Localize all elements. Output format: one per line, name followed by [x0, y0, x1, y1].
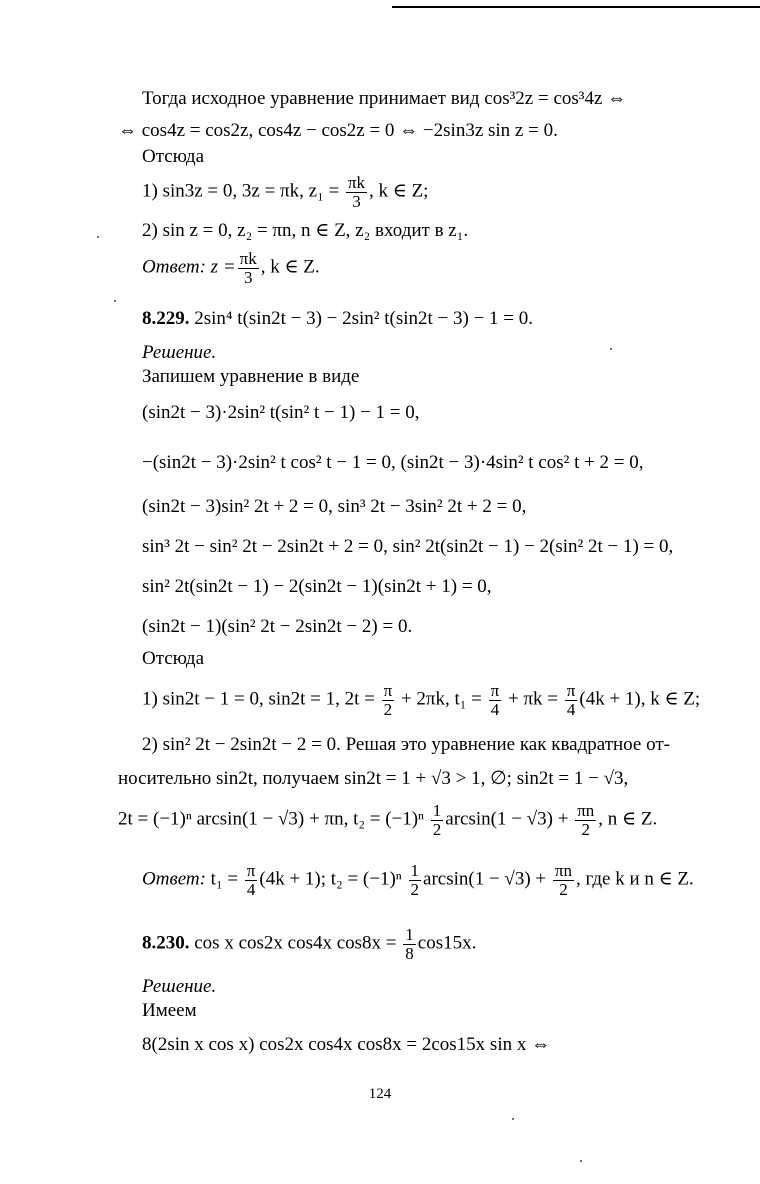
- solution-text: Решение.: [142, 342, 217, 363]
- text-line: ⇔ cos4z = cos2z, cos4z − cos2z = 0 ⇔ −2sin3z sin z = 0.: [118, 120, 558, 141]
- text-fragment: 1) sin3z = 0, 3z = πk, z₁ =: [142, 180, 344, 202]
- denominator: 2: [432, 819, 442, 839]
- denominator: 2: [559, 879, 568, 899]
- fraction: [382, 682, 395, 719]
- text-fragment: , k ∈ Z;: [369, 180, 429, 202]
- fraction: [403, 926, 416, 963]
- scan-speck: [512, 1118, 514, 1120]
- fraction: [575, 802, 596, 839]
- problem-statement: [142, 926, 476, 963]
- scan-speck: [580, 1160, 582, 1162]
- denominator: 2: [581, 819, 590, 839]
- text-fragment: 1) sin2t − 1 = 0, sin2t = 1, 2t =: [142, 688, 380, 710]
- text-fragment: + 2πk, t₁ =: [396, 688, 487, 710]
- numerator: πn: [554, 861, 572, 880]
- numerator: π: [383, 681, 393, 700]
- fraction: [238, 250, 259, 287]
- text-fragment: arcsin(1 − √3) +: [423, 868, 551, 890]
- page-number: 124: [368, 1086, 392, 1102]
- numerator: πk: [347, 173, 366, 192]
- fraction: [409, 862, 422, 899]
- text-line: −(sin2t − 3)·2sin² t cos² t − 1 = 0, (sin2t − 3)·4sin² t cos² t + 2 = 0,: [142, 452, 644, 473]
- numerator: 1: [405, 925, 414, 944]
- denominator: 4: [490, 699, 500, 719]
- answer-line: [142, 250, 320, 287]
- problem-number: 8.229.: [142, 308, 190, 329]
- top-rule: [392, 6, 760, 8]
- text-line: 2) sin z = 0, z₂ = πn, n ∈ Z, z₂ входит в z₁.: [142, 220, 469, 241]
- numerator: 1: [432, 801, 442, 820]
- fraction: [431, 802, 444, 839]
- text-line: (sin2t − 3)sin² 2t + 2 = 0, sin³ 2t − 3sin² 2t + 2 = 0,: [142, 496, 527, 517]
- text-fragment: (4k + 1); t₂ = (−1)ⁿ: [259, 868, 407, 890]
- text-line: (sin2t − 3)·2sin² t(sin² t − 1) − 1 = 0,: [142, 402, 420, 423]
- denominator: 3: [243, 267, 253, 287]
- text-fragment: , где k и n ∈ Z.: [576, 868, 694, 890]
- denominator: 4: [246, 879, 256, 899]
- text-fragment: 2t = (−1)ⁿ arcsin(1 − √3) + πn, t₂ = (−1)ⁿ: [118, 808, 429, 830]
- fraction: [245, 862, 258, 899]
- text-line: Имеем: [142, 1000, 197, 1021]
- text-fragment: t₁ =: [210, 868, 243, 890]
- numerator: π: [246, 861, 256, 880]
- denominator: 8: [405, 943, 414, 963]
- scan-speck: [97, 236, 99, 238]
- fraction: [553, 862, 574, 899]
- denominator: 4: [566, 699, 576, 719]
- fraction: [565, 682, 578, 719]
- scan-speck: [610, 348, 612, 350]
- denominator: 3: [352, 191, 361, 211]
- numerator: 1: [410, 861, 420, 880]
- answer-label: Ответ:: [142, 868, 206, 890]
- text-line: Отсюда: [142, 146, 205, 167]
- answer-label: Ответ:: [142, 256, 206, 278]
- denominator: 2: [383, 699, 393, 719]
- fraction: [346, 174, 367, 211]
- answer-line: [142, 862, 694, 899]
- problem-equation: cos x cos2x cos4x cos8x =: [194, 932, 402, 954]
- text-line: Отсюда: [142, 648, 205, 669]
- text-fragment: z =: [210, 256, 236, 278]
- solution-label: [142, 976, 216, 999]
- scan-speck: [114, 300, 116, 302]
- text-line: носительно sin2t, получаем sin2t = 1 + √3 > 1, ∅; sin2t = 1 − √3,: [118, 768, 629, 789]
- text-line: 2) sin² 2t − 2sin2t − 2 = 0. Решая это уравнение как квадратное от-: [142, 734, 670, 755]
- text-line: [142, 174, 428, 211]
- text-fragment: + πk =: [503, 688, 563, 710]
- denominator: 2: [410, 879, 420, 899]
- fraction: [489, 682, 502, 719]
- numerator: π: [566, 681, 576, 700]
- numerator: πn: [577, 801, 595, 820]
- solution-text: Решение.: [142, 976, 217, 997]
- problem-statement: [142, 308, 533, 331]
- text-fragment: , k ∈ Z.: [260, 256, 320, 278]
- text-line: Тогда исходное уравнение принимает вид cos³2z = cos³4z ⇔: [142, 88, 627, 109]
- text-line: Запишем уравнение в виде: [142, 366, 360, 387]
- text-fragment: cos15x.: [417, 932, 477, 954]
- solution-label: [142, 342, 216, 365]
- text-fragment: , n ∈ Z.: [598, 808, 658, 830]
- text-line: (sin2t − 1)(sin² 2t − 2sin2t − 2) = 0.: [142, 616, 413, 637]
- text-line: sin² 2t(sin2t − 1) − 2(sin2t − 1)(sin2t + 1) = 0,: [142, 576, 492, 597]
- text-fragment: arcsin(1 − √3) +: [445, 808, 574, 830]
- text-fragment: (4k + 1), k ∈ Z;: [579, 688, 701, 710]
- problem-number: 8.230.: [142, 932, 190, 954]
- numerator: πk: [239, 249, 257, 268]
- numerator: π: [490, 681, 500, 700]
- text-line: sin³ 2t − sin² 2t − 2sin2t + 2 = 0, sin² 2t(sin2t − 1) − 2(sin² 2t − 1) = 0,: [142, 536, 674, 557]
- text-line: [118, 802, 657, 839]
- problem-equation: 2sin⁴ t(sin2t − 3) − 2sin² t(sin2t − 3) − 1 = 0.: [194, 308, 534, 329]
- text-line: 8(2sin x cos x) cos2x cos4x cos8x = 2cos15x sin x ⇔: [142, 1034, 551, 1055]
- text-line: [142, 682, 700, 719]
